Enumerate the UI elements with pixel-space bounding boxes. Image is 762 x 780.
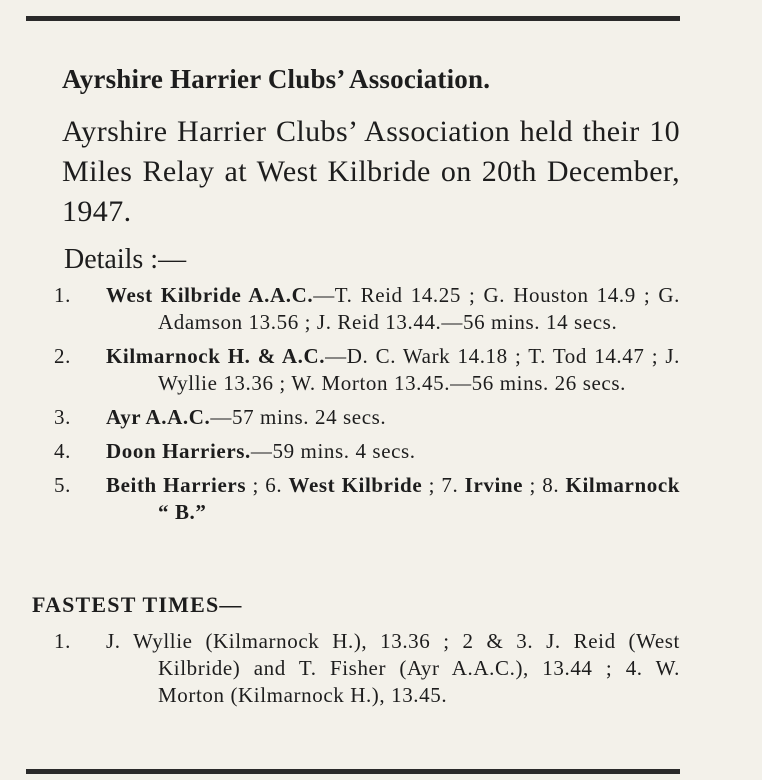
result-item-5-8: [48, 472, 680, 526]
club-name: Kilmarnock “ B.”: [158, 473, 681, 524]
club-name: Kilmarnock H. & A.C.: [106, 344, 326, 368]
result-item-1: [48, 282, 680, 336]
result-details: —57 mins. 24 secs.: [210, 405, 387, 429]
fastest-times-list: [48, 628, 680, 716]
article-heading: Ayrshire Harrier Clubs’ Association.: [62, 64, 491, 94]
club-name: Ayr A.A.C.: [106, 405, 211, 429]
result-number: 3.: [54, 405, 71, 429]
club-name: Doon Harriers.: [106, 439, 251, 463]
result-details: —T. Reid 14.25 ; G. Houston 14.9 ; G. Adamson 13.56 ; J. Reid 13.44.—56 mins. 14 secs.: [158, 283, 680, 334]
result-item-3: [48, 404, 680, 431]
results-list: [48, 282, 680, 533]
club-name: Irvine: [464, 473, 524, 497]
bottom-rule: [26, 769, 680, 774]
top-rule: [26, 16, 680, 21]
separator: ; 8.: [523, 473, 566, 497]
result-number: 5.: [54, 473, 71, 497]
result-details: —59 mins. 4 secs.: [250, 439, 416, 463]
club-name: West Kilbride: [288, 473, 423, 497]
result-number: 1.: [54, 283, 71, 307]
separator: ; 7.: [422, 473, 465, 497]
club-name: West Kilbride A.A.C.: [106, 283, 314, 307]
fastest-details: J. Wyllie (Kilmarnock H.), 13.36 ; 2 & 3. J. Reid (West Kilbride) and T. Fisher (Ayr A.A.C.), 13.44 ; 4. W. Morton (Kilmarnock H.), 13.45.: [106, 629, 680, 707]
separator: ; 6.: [246, 473, 289, 497]
fastest-item: [48, 628, 680, 709]
fastest-times-label: FASTEST TIMES—: [32, 592, 243, 617]
result-details: —D. C. Wark 14.18 ; T. Tod 14.47 ; J. Wyllie 13.36 ; W. Morton 13.45.—56 mins. 26 secs.: [158, 344, 680, 395]
intro-paragraph: Ayrshire Harrier Clubs’ Association held their 10 Miles Relay at West Kilbride on 20th December, 1947.: [62, 115, 680, 228]
fastest-number: 1.: [54, 629, 71, 653]
club-name: Beith Harriers: [106, 473, 247, 497]
details-label: Details :—: [64, 244, 187, 275]
result-number: 4.: [54, 439, 71, 463]
result-item-4: [48, 438, 680, 465]
result-number: 2.: [54, 344, 71, 368]
result-item-2: [48, 343, 680, 397]
